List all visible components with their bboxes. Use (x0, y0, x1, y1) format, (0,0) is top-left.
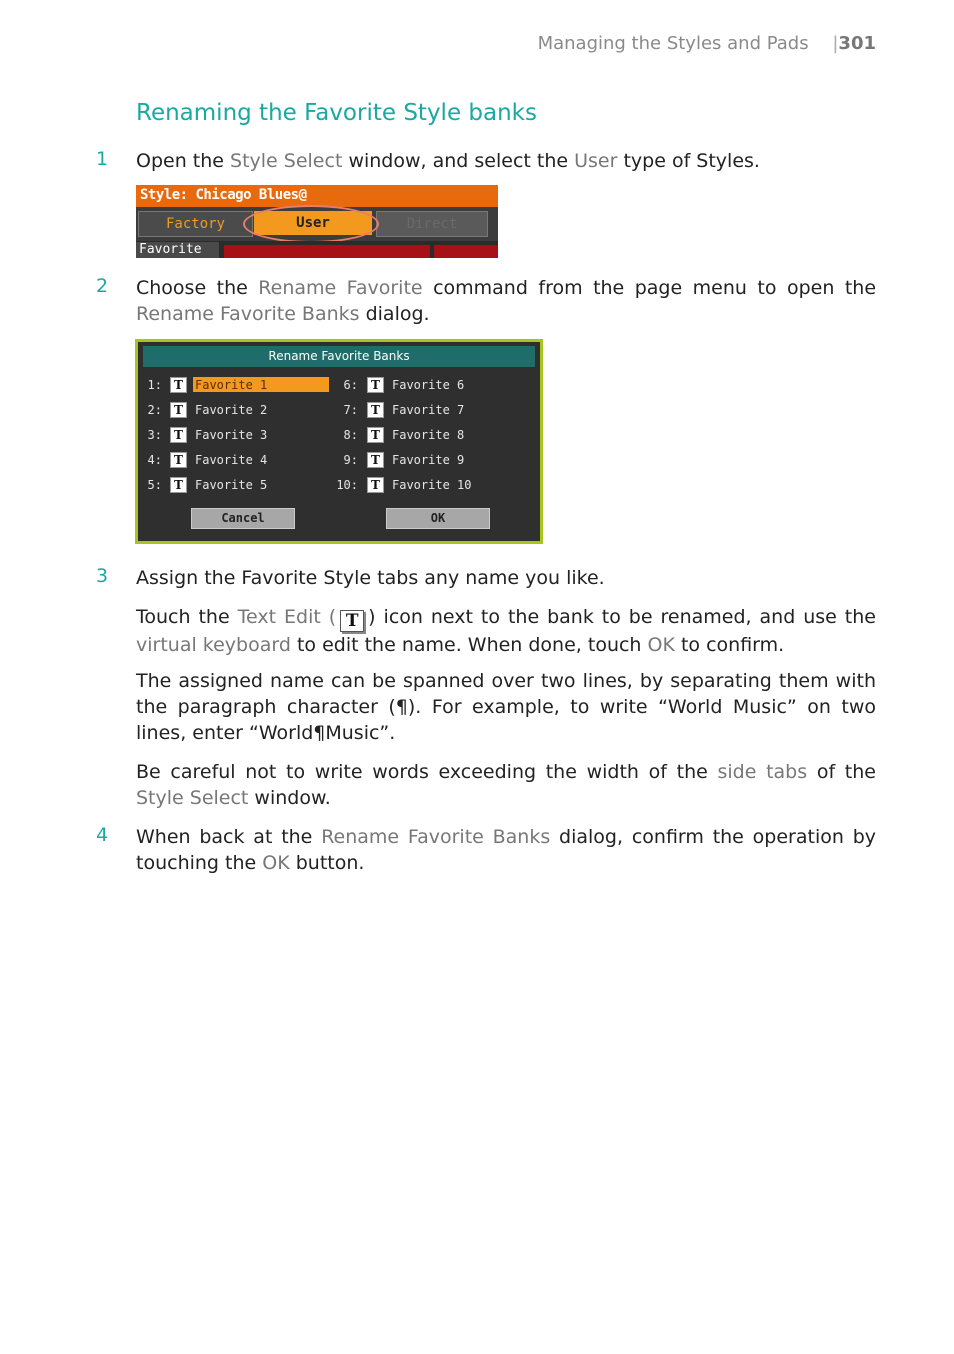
text-run: Choose the (136, 277, 259, 299)
highlight-ring (243, 205, 379, 243)
text-run: command from the page menu to open the (422, 277, 877, 299)
bank-name[interactable]: Favorite 6 (392, 378, 465, 392)
tab-direct[interactable]: Direct (376, 211, 488, 237)
text-run: of the (807, 761, 876, 783)
bank-name[interactable]: Favorite 3 (195, 428, 268, 442)
step-number-4: 4 (96, 824, 109, 846)
bank-name[interactable]: Favorite 4 (195, 453, 268, 467)
bank-index: 4: (147, 453, 162, 467)
step-3-sub-1 (136, 604, 876, 658)
ok-button[interactable]: OK (386, 508, 490, 529)
text-edit-icon[interactable]: T (367, 477, 384, 493)
ui-term: Style Select (230, 150, 343, 172)
bank-index: 8: (343, 428, 358, 442)
bank-index: 3: (147, 428, 162, 442)
step-2-text (136, 275, 876, 327)
step-3-sub-2: The assigned name can be spanned over two lines, by separating them with the paragraph character (¶). For example, to write “World Music” on two lines, enter “World¶Music”. (136, 670, 876, 744)
dialog-body (138, 342, 540, 541)
text-edit-icon[interactable]: T (367, 452, 384, 468)
favorite-tab-bar (224, 245, 430, 258)
text-run: to confirm. (674, 634, 785, 656)
text-run: dialog, confirm the operation by touching the (136, 826, 876, 874)
style-title: Style: Chicago Blues@ (140, 187, 307, 203)
text-run: window. (248, 787, 331, 809)
tab-factory[interactable]: Factory (138, 211, 253, 237)
step-number-1: 1 (96, 148, 109, 170)
bank-name[interactable]: Favorite 9 (392, 453, 465, 467)
section-title: Renaming the Favorite Style banks (136, 100, 537, 126)
text-run: to edit the name. When done, touch (290, 634, 648, 656)
step-number-3: 3 (96, 565, 109, 587)
text-run: Open the (136, 150, 231, 172)
favorite-row-9 (334, 452, 534, 468)
rename-dialog-screenshot (135, 339, 543, 544)
bank-name[interactable]: Favorite 1 (193, 377, 329, 392)
text-edit-icon[interactable]: T (170, 402, 187, 418)
ui-term: OK (647, 634, 675, 656)
ui-term: Rename Favorite Banks (321, 826, 551, 848)
favorite-row-2 (138, 402, 338, 418)
running-head (538, 33, 876, 54)
favorite-row-7 (334, 402, 534, 418)
step-number-2: 2 (96, 275, 109, 297)
text-edit-icon[interactable]: T (367, 427, 384, 443)
favorite-row-1 (138, 377, 338, 393)
header-separator: | (832, 33, 839, 54)
bank-index: 5: (147, 478, 162, 492)
bank-index: 9: (343, 453, 358, 467)
text-run: dialog. (359, 303, 430, 325)
text-edit-icon[interactable]: T (367, 402, 384, 418)
favorite-row-10 (334, 477, 534, 493)
bank-index: 2: (147, 403, 162, 417)
bank-name[interactable]: Favorite 8 (392, 428, 465, 442)
bank-index: 7: (343, 403, 358, 417)
ui-term: Text Edit ( (237, 606, 337, 628)
running-title: Managing the Styles and Pads (537, 33, 809, 54)
ui-term: side tabs (717, 761, 808, 783)
dialog-title: Rename Favorite Banks (143, 346, 535, 367)
bank-index: 6: (343, 378, 358, 392)
cancel-button[interactable]: Cancel (191, 508, 295, 529)
text-edit-icon[interactable]: T (367, 377, 384, 393)
ui-term: OK (262, 852, 290, 874)
style-select-screenshot (136, 185, 498, 258)
step-3-sub-3 (136, 759, 876, 811)
bank-name[interactable]: Favorite 5 (195, 478, 268, 492)
step-4-text (136, 824, 876, 876)
favorite-label[interactable]: Favorite (136, 242, 219, 258)
step-3-text: Assign the Favorite Style tabs any name you like. (136, 567, 605, 589)
ui-term: Rename Favorite (258, 277, 423, 299)
bank-name[interactable]: Favorite 2 (195, 403, 268, 417)
tab-user[interactable]: User (254, 211, 372, 235)
text-run: When back at the (136, 826, 322, 848)
favorite-row-6 (334, 377, 534, 393)
favorite-row-3 (138, 427, 338, 443)
bank-index: 10: (336, 478, 358, 492)
bank-name[interactable]: Favorite 7 (392, 403, 465, 417)
favorite-tab-bar (434, 245, 498, 258)
text-run: type of Styles. (617, 150, 760, 172)
ui-term: User (574, 150, 618, 172)
favorite-row-5 (138, 477, 338, 493)
bank-index: 1: (147, 378, 162, 392)
favorite-row-4 (138, 452, 338, 468)
text-run: ) icon next to the bank to be renamed, and use the (368, 606, 876, 628)
text-run: button. (289, 852, 365, 874)
text-run: Touch the (136, 606, 238, 628)
step-1-text (136, 148, 876, 174)
text-edit-icon[interactable]: T (170, 477, 187, 493)
text-edit-icon[interactable]: T (170, 427, 187, 443)
ui-term: Rename Favorite Banks (136, 303, 360, 325)
ui-term: virtual keyboard (136, 634, 291, 656)
text-run: window, and select the (342, 150, 575, 172)
favorite-row-8 (334, 427, 534, 443)
text-edit-icon[interactable]: T (170, 377, 187, 393)
text-run: Be careful not to write words exceeding the width of the (136, 761, 718, 783)
bank-name[interactable]: Favorite 10 (392, 478, 472, 492)
ui-term: Style Select (136, 787, 249, 809)
page-number: 301 (838, 33, 876, 54)
text-edit-icon[interactable]: T (170, 452, 187, 468)
text-edit-icon: T (340, 610, 364, 632)
